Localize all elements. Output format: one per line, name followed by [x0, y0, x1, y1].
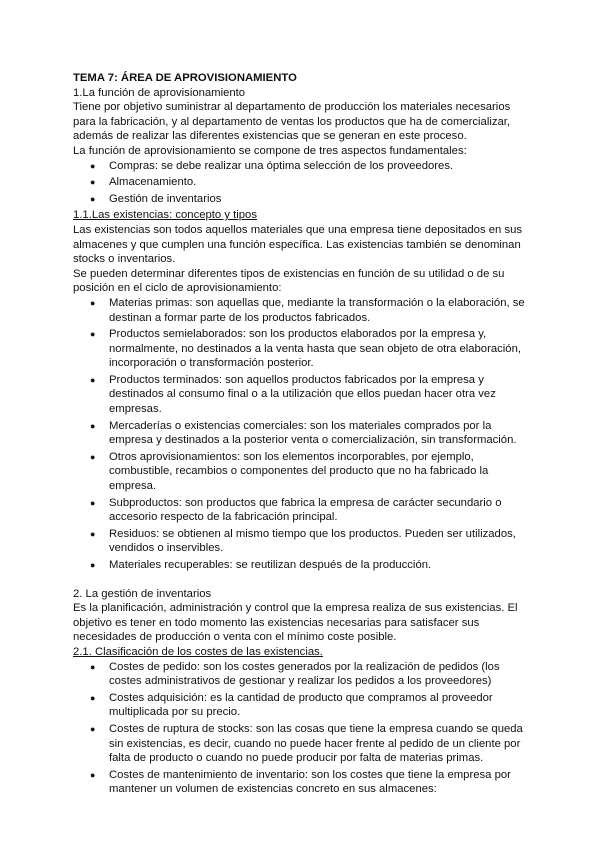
document-title: TEMA 7: ÁREA DE APROVISIONAMIENTO [73, 72, 297, 84]
list-item: ● Otros aprovisionamientos: son los elementos incorporables, por ejemplo, combustible, recambios o componentes del producto que no ha fabricado la empresa. [73, 450, 529, 494]
section-1-heading: 1.La función de aprovisionamiento [73, 86, 246, 99]
list-item: ● Materias primas: son aquellas que, mediante la transformación o la elaboración, se destinan a formar parte de los productos fabricados. [73, 296, 529, 325]
section-1-1-heading: 1.1.Las existencias: concepto y tipos [73, 209, 257, 222]
list-item: ● Productos semielaborados: son los productos elaborados por la empresa y, normalmente, no destinados a la venta hasta que sean objeto de otra elaboración, incorporación o transformación posterior. [73, 327, 529, 371]
section-1-1-list [73, 296, 529, 573]
section-2-heading: 2. La gestión de inventarios [73, 587, 212, 600]
section-1-paragraph-2: La función de aprovisionamiento se compone de tres aspectos fundamentales: [73, 144, 467, 157]
list-item: ● Costes de mantenimiento de inventario: son los costes que tiene la empresa por mantener un volumen de existencias concreto en sus almacenes: [73, 768, 529, 797]
list-item: ● Residuos: se obtienen al mismo tiempo que los productos. Pueden ser utilizados, vendidos o inservibles. [73, 527, 529, 556]
section-2-1-heading: 2.1. Clasificación de los costes de las existencias. [73, 645, 323, 658]
list-item: ● Productos terminados: son aquellos productos fabricados por la empresa y destinados al consumo final o a la utilización que ellos puedan hacer otra vez empresas. [73, 373, 529, 417]
section-2-paragraph-1: Es la planificación, administración y control que la empresa realiza de sus existencias. El objetivo es tener en todo momento las existencias necesarias para satisfacer sus necesidades de producción o venta con el mínimo coste posible. [73, 602, 518, 644]
list-item: ● Mercaderías o existencias comerciales: son los materiales comprados por la empresa y destinados a la posterior venta o comercialización, sin transformación. [73, 419, 529, 448]
list-item: ● Compras: se debe realizar una óptima selección de los proveedores. [73, 159, 529, 174]
document-body [73, 71, 529, 799]
section-1-paragraph-1: Tiene por objetivo suministrar al departamento de producción los materiales necesarios para la fabricación, y al departamento de ventas los productos que ha de comercializar, además de realizar las diferentes existencias que se generan en este proceso. [73, 101, 511, 143]
section-1-1-paragraph-1: Las existencias son todos aquellos materiales que una empresa tiene depositados en sus almacenes y que cumplen una función específica. Las existencias también se denominan stocks o inventarios. [73, 223, 523, 266]
section-1-1-paragraph-2: Se pueden determinar diferentes tipos de existencias en función de su utilidad o de su posición en el ciclo de aprovisionamiento: [73, 267, 505, 295]
list-item: ● Costes de pedido: son los costes generados por la realización de pedidos (los costes administrativos de gestionar y realizar los pedidos a los proveedores) [73, 660, 529, 689]
list-item: ● Subproductos: son productos que fabrica la empresa de carácter secundario o accesorio respecto de la fabricación principal. [73, 496, 529, 525]
list-item: ● Gestión de inventarios [73, 192, 529, 207]
list-item: ● Materiales recuperables: se reutilizan después de la producción. [73, 558, 529, 573]
section-spacer [73, 575, 529, 587]
list-item: ● Costes de ruptura de stocks: son las cosas que tiene la empresa cuando se queda sin existencias, es decir, cuando no puede hacer frente al pedido de un cliente por falta de producto o cuando no puede producir por falta de materias primas. [73, 722, 529, 766]
section-1-list [73, 159, 529, 207]
list-item: ● Almacenamiento. [73, 175, 529, 190]
section-2-1-list [73, 660, 529, 797]
list-item: ● Costes adquisición: es la cantidad de producto que compramos al proveedor multiplicada por su precio. [73, 691, 529, 720]
